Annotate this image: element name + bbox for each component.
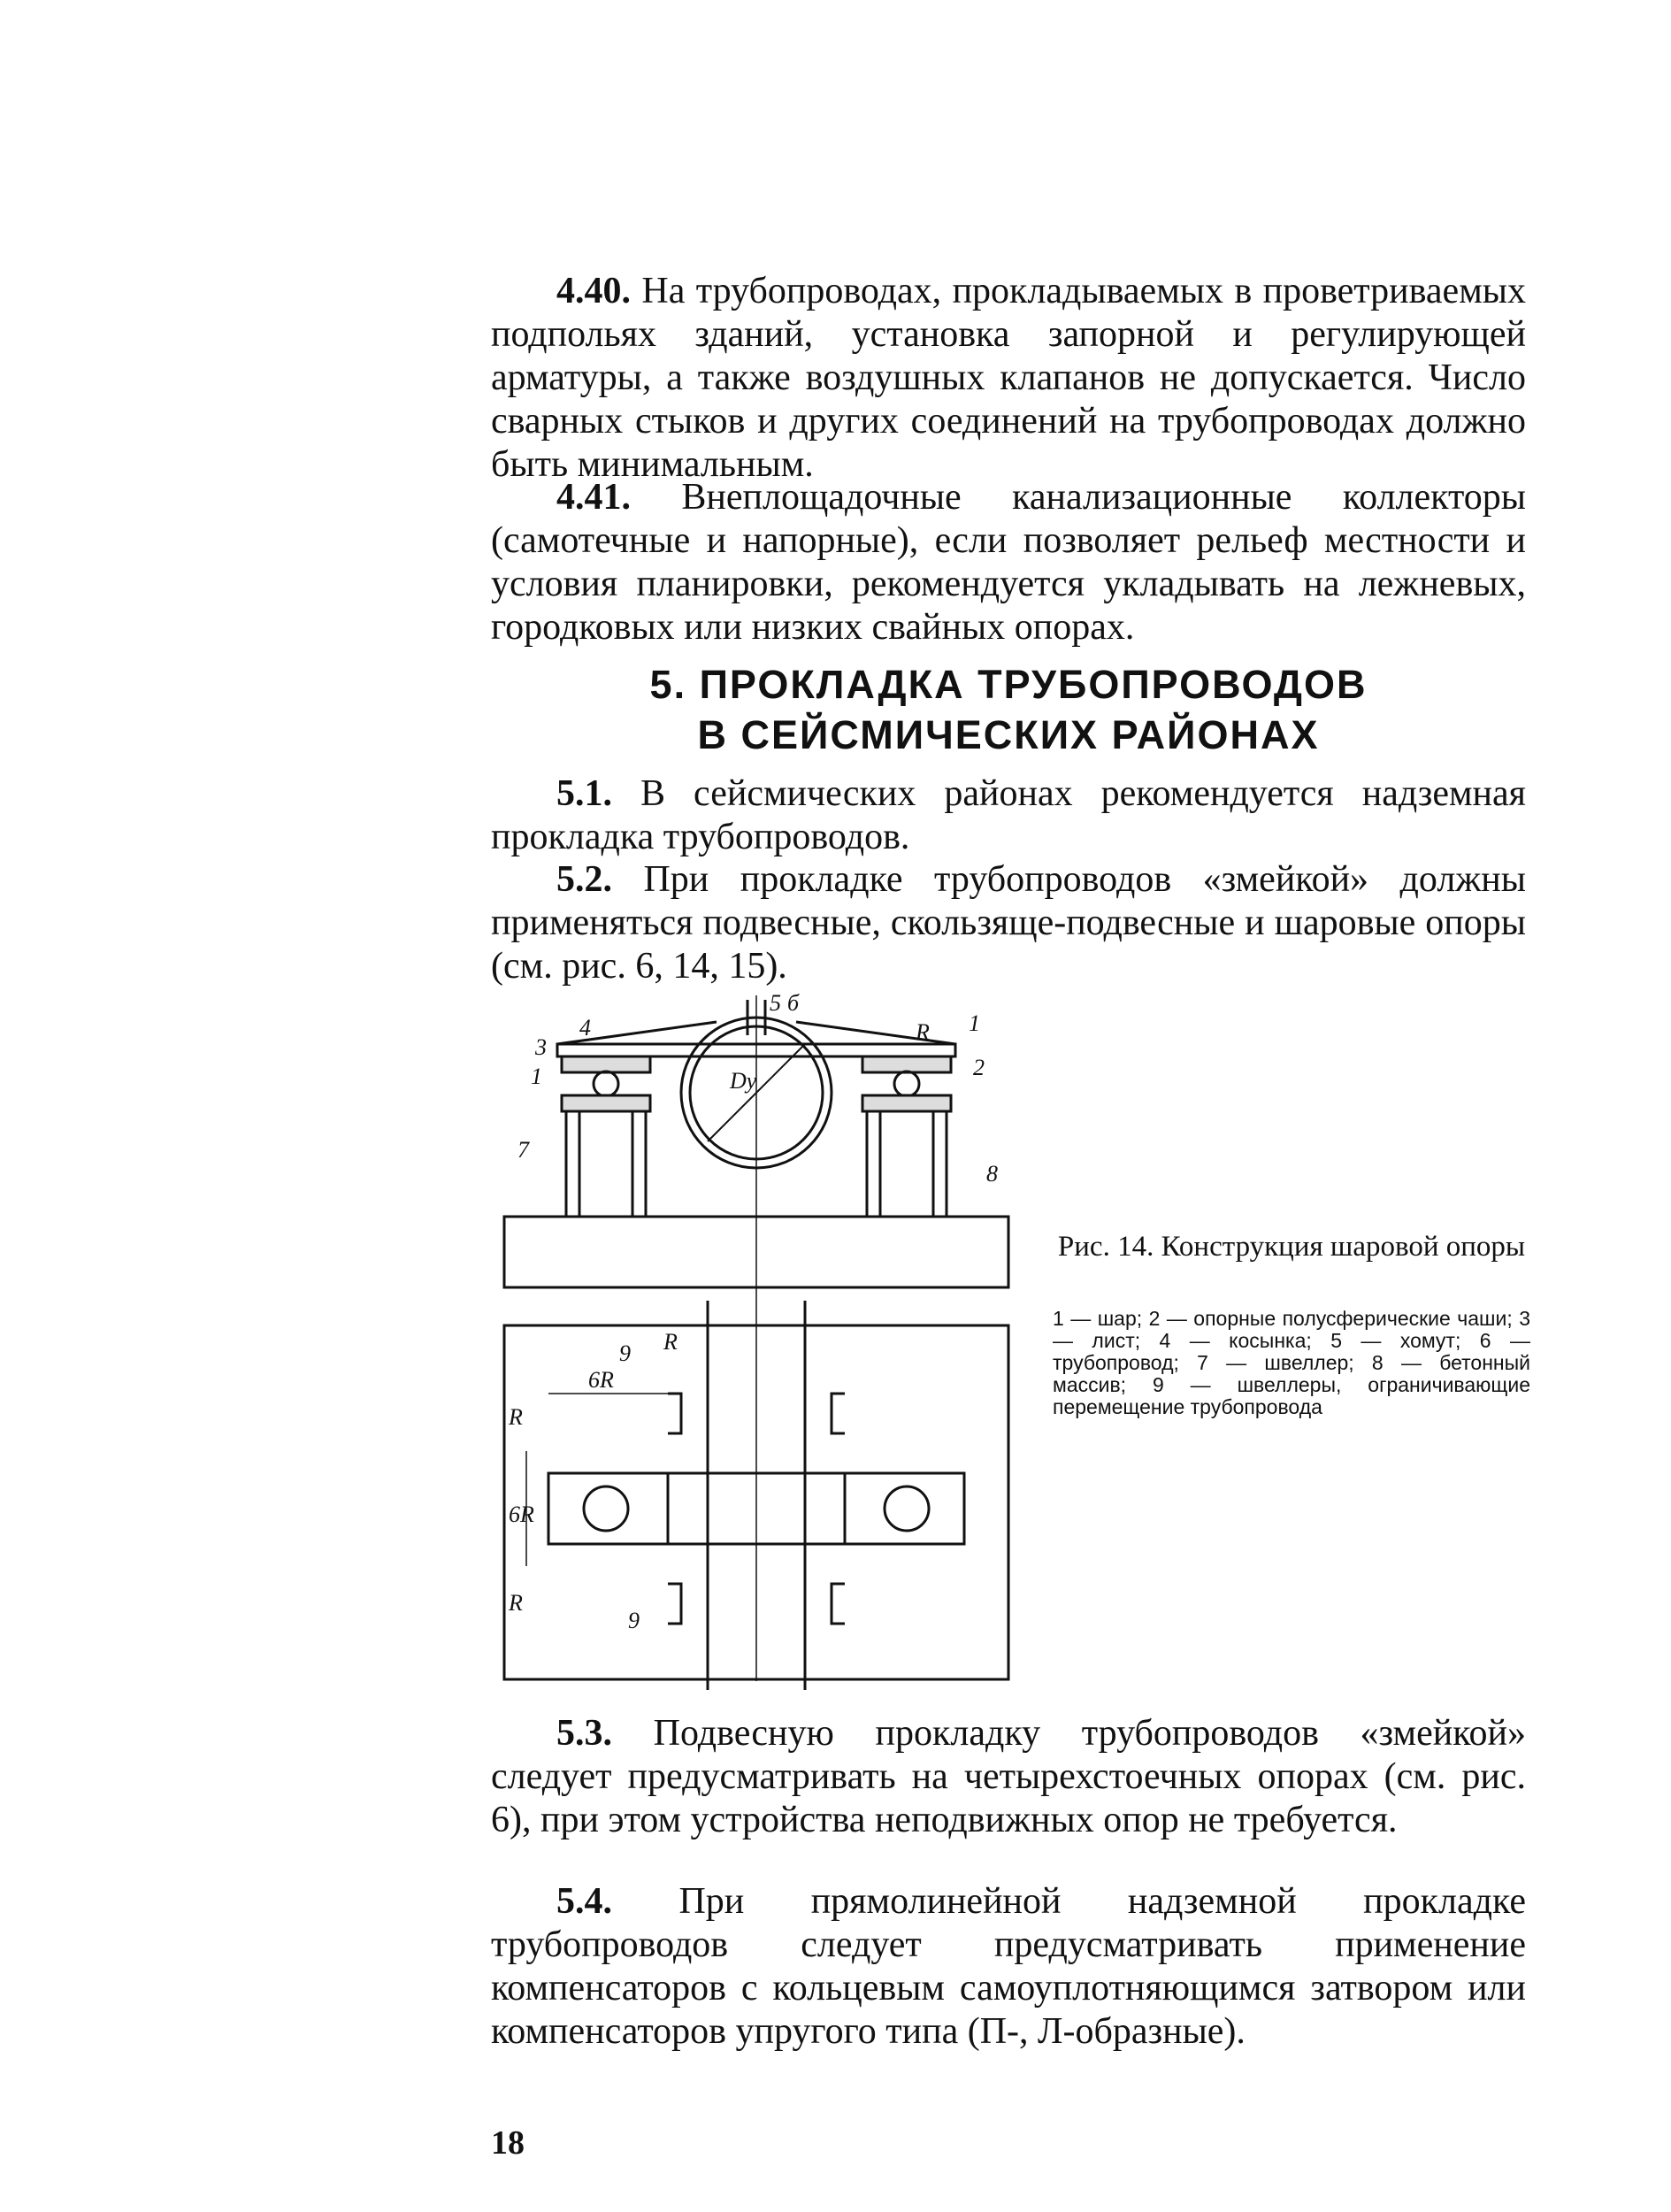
- ball-support-drawing: [491, 991, 1039, 1690]
- paragraph-number: 5.3.: [556, 1713, 612, 1754]
- pad-left-plan: [548, 1473, 668, 1544]
- label-4: 4: [579, 1015, 591, 1041]
- paragraph-text: При прямолинейной надземной прокладке трубопроводов следует предусматривать применение компенсаторов с кольцевым самоуплотняющимся затвором или компенсаторов упругого типа (П-, Л-образные).: [491, 1881, 1526, 2052]
- paragraph-text: Подвесную прокладку трубопроводов «змейкой» следует предусматривать на четырехстоечных опорах (см. рис. 6), при этом устройства неподвижных опор не требуется.: [491, 1713, 1526, 1840]
- label-5: 5: [770, 991, 781, 1016]
- label-6r-vertical: 6R: [509, 1502, 534, 1527]
- paragraph-4-41: [491, 476, 1526, 649]
- label-r-left-top: R: [509, 1404, 523, 1430]
- paragraph-number: 5.1.: [556, 773, 612, 814]
- figure-caption-title: Рис. 14. Конструкция шаровой опоры: [1057, 1231, 1526, 1263]
- section-title: [491, 659, 1526, 760]
- paragraph-text: При прокладке трубопроводов «змейкой» должны применяться подвесные, скользяще-подвесные и шаровые опоры (см. рис. 6, 14, 15).: [491, 859, 1526, 987]
- label-1-left: 1: [531, 1064, 542, 1089]
- paragraph-text: Внеплощадочные канализационные коллекторы (самотечные и напорные), если позволяет рельеф местности и условия планировки, рекомендуется укладывать на лежневых, городковых или низких свайных опорах.: [491, 477, 1526, 648]
- page-number: 18: [491, 2124, 525, 2162]
- ball-left-plan: [584, 1486, 628, 1531]
- section-title-line-2: В СЕЙСМИЧЕСКИХ РАЙОНАХ: [697, 712, 1320, 757]
- label-9-top: 9: [619, 1340, 631, 1366]
- paragraph-number: 4.40.: [556, 271, 631, 311]
- figure-14-drawing: [491, 991, 1039, 1690]
- label-r-plan: R: [663, 1329, 678, 1355]
- label-r-top: R: [916, 1019, 930, 1045]
- paragraph-4-40: [491, 270, 1526, 487]
- ball-right-plan: [885, 1486, 929, 1531]
- figure-caption-legend: 1 — шар; 2 — опорные полусферические чаши; 3 — лист; 4 — косынка; 5 — хомут; 6 — трубопровод; 7 — швеллер; 8 — бетонный массив; 9 — швеллеры, ограничивающие перемещение трубопровода: [1053, 1307, 1530, 1418]
- lower-cup-left: [562, 1095, 650, 1111]
- upper-cup-left: [562, 1056, 650, 1072]
- paragraph-5-2: [491, 858, 1526, 988]
- paragraph-number: 5.4.: [556, 1881, 612, 1922]
- lower-cup-right: [862, 1095, 951, 1111]
- channel-right: [867, 1111, 947, 1217]
- ball-right: [894, 1071, 919, 1096]
- label-9-bottom: 9: [628, 1608, 640, 1633]
- channel-left: [566, 1111, 646, 1217]
- label-3: 3: [535, 1034, 547, 1060]
- label-1-right: 1: [969, 1010, 980, 1036]
- section-title-line-1: 5. ПРОКЛАДКА ТРУБОПРОВОДОВ: [649, 662, 1368, 707]
- upper-cup-right: [862, 1056, 951, 1072]
- paragraph-text: На трубопроводах, прокладываемых в проветриваемых подпольях зданий, установка запорной и регулирующей арматуры, а также воздушных клапанов не допускается. Число сварных стыков и других соединений на трубопроводах должно быть минимальным.: [491, 271, 1526, 485]
- label-6r-horizontal: 6R: [588, 1367, 614, 1393]
- label-2: 2: [973, 1055, 985, 1080]
- paragraph-number: 5.2.: [556, 859, 612, 900]
- label-dy: Dy: [730, 1068, 757, 1094]
- label-r-left-bottom: R: [509, 1590, 523, 1616]
- label-7: 7: [517, 1137, 529, 1163]
- label-6: б: [787, 991, 800, 1016]
- paragraph-number: 4.41.: [556, 477, 631, 518]
- paragraph-5-3: [491, 1712, 1526, 1842]
- paragraph-5-4: [491, 1880, 1526, 2054]
- ball-left: [594, 1071, 618, 1096]
- paragraph-text: В сейсмических районах рекомендуется надземная прокладка трубопроводов.: [491, 773, 1526, 857]
- label-8: 8: [986, 1161, 998, 1187]
- paragraph-5-1: [491, 772, 1526, 859]
- pad-right-plan: [845, 1473, 964, 1544]
